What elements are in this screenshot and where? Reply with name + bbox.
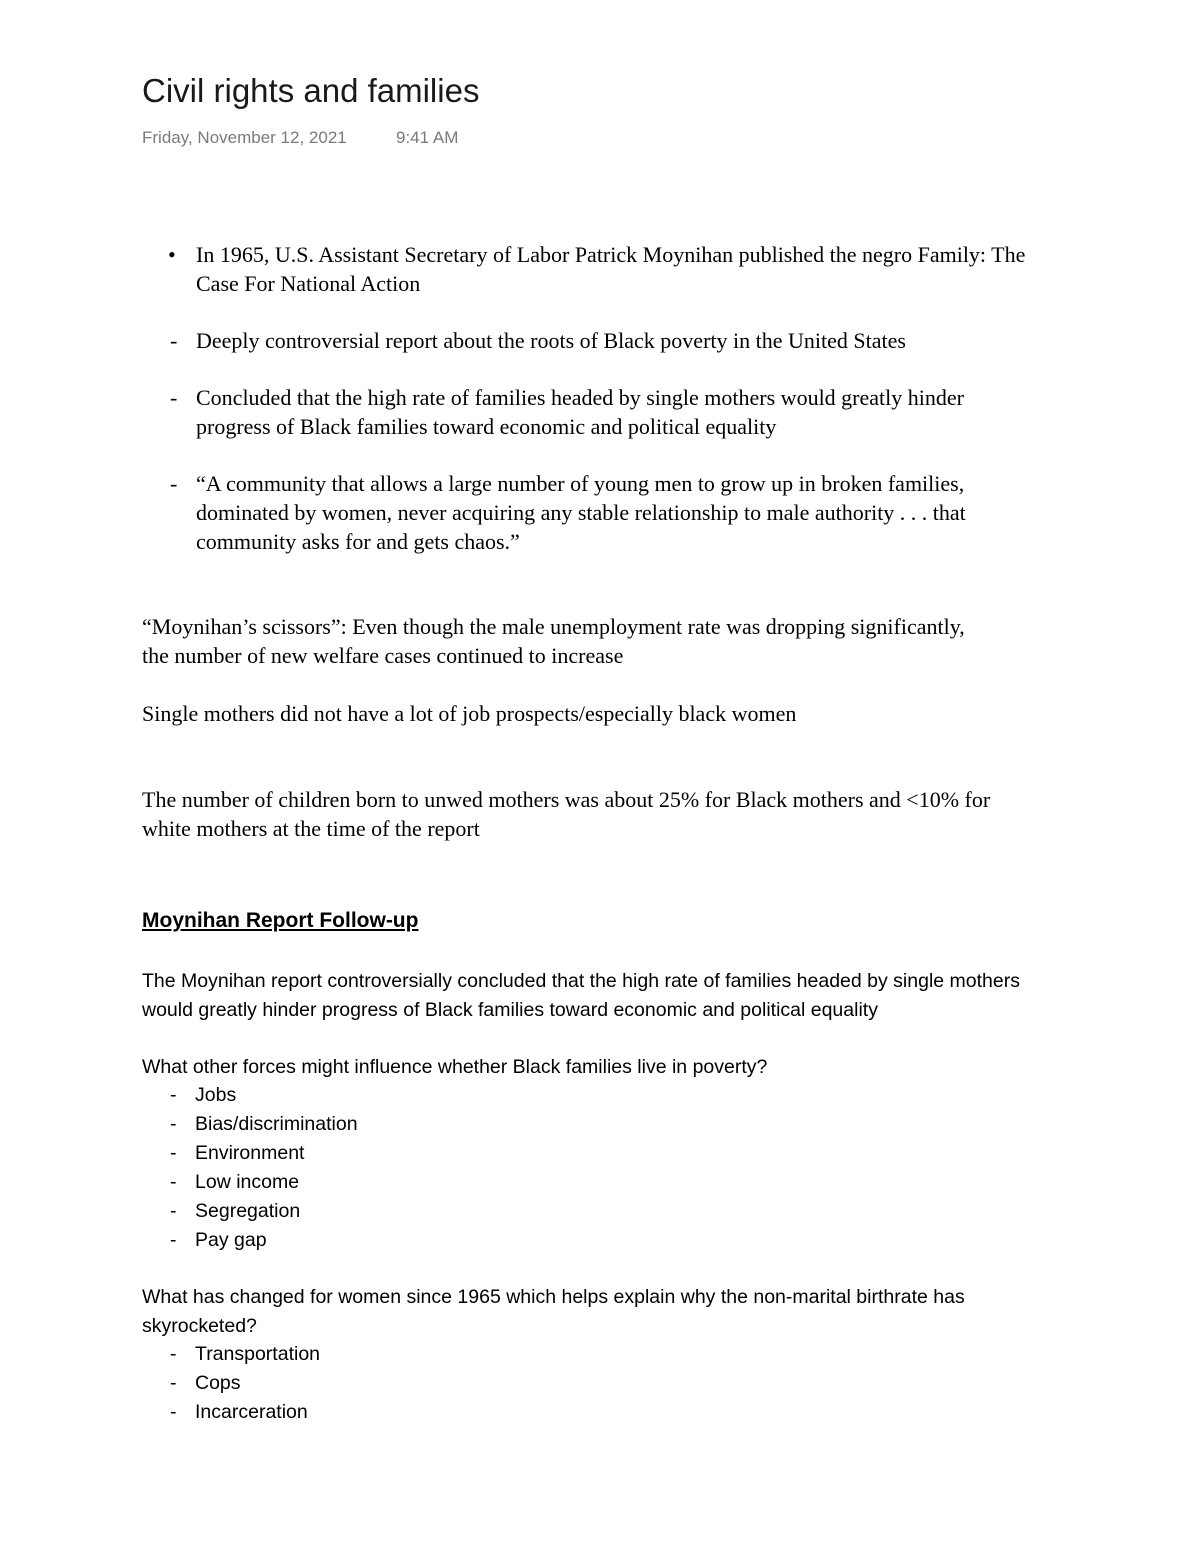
dash-marker: - (170, 1142, 177, 1164)
list-item (170, 1168, 299, 1197)
dash-marker: - (170, 1401, 177, 1423)
list-item-label: Pay gap (195, 1229, 267, 1251)
dash-marker: - (170, 1229, 177, 1251)
list-item (170, 1226, 267, 1255)
dash-marker: - (170, 471, 178, 496)
dash-marker: - (170, 1343, 177, 1365)
list-item-label: Environment (195, 1142, 305, 1164)
note-date: Friday, November 12, 2021 (142, 128, 347, 147)
dash-marker: - (170, 1372, 177, 1394)
list-item-label: Cops (195, 1372, 241, 1394)
dash-marker: - (170, 1171, 177, 1193)
unwed-mothers-paragraph: The number of children born to unwed mothers was about 25% for Black mothers and <10% for white mothers at the time of the report (142, 787, 991, 841)
followup-intro: The Moynihan report controversially concluded that the high rate of families headed by single mothers would greatly hinder progress of Black families toward economic and political equality (142, 970, 1020, 1021)
list-item-label: Low income (195, 1171, 300, 1193)
dash-item-1: Deeply controversial report about the roots of Black poverty in the United States (196, 328, 906, 353)
list-item (170, 1110, 358, 1139)
list-item (170, 1197, 300, 1226)
dash-marker: - (170, 1084, 177, 1106)
list-item (170, 1081, 236, 1110)
dash-marker: - (170, 1113, 177, 1135)
note-time: 9:41 AM (396, 128, 459, 147)
section-heading: Moynihan Report Follow-up (142, 909, 419, 932)
dash-item-2: Concluded that the high rate of families headed by single mothers would greatly hinder progress of Black families toward economic and political equality (196, 385, 964, 439)
list-item-label: Transportation (195, 1343, 321, 1365)
list-item-label: Segregation (195, 1200, 301, 1222)
list-item (170, 1369, 241, 1398)
question-1: What other forces might influence whether Black families live in poverty? (142, 1056, 768, 1078)
question-2: What has changed for women since 1965 which helps explain why the non-marital birthrate has skyrocketed? (142, 1286, 965, 1337)
dash-marker: - (170, 385, 178, 410)
list-item (170, 1340, 320, 1369)
job-prospects-paragraph: Single mothers did not have a lot of job prospects/especially black women (142, 701, 797, 726)
bullet-item-1: In 1965, U.S. Assistant Secretary of Labor Patrick Moynihan published the negro Family: The Case For National Action (196, 242, 1026, 296)
page-title: Civil rights and families (142, 72, 480, 109)
list-item (170, 1139, 304, 1168)
bullet-icon: • (168, 242, 176, 267)
list-item (170, 1398, 308, 1427)
list-item-label: Bias/discrimination (195, 1113, 358, 1135)
scissors-paragraph: “Moynihan’s scissors”: Even though the male unemployment rate was dropping significantly, the number of new welfare cases continued to increase (142, 614, 965, 668)
dash-marker: - (170, 1200, 177, 1222)
dash-marker: - (170, 328, 178, 353)
list-item-label: Incarceration (195, 1401, 308, 1423)
list-item-label: Jobs (195, 1084, 237, 1106)
dash-item-3-quote: “A community that allows a large number of young men to grow up in broken families, dominated by women, never acquiring any stable relationship to male authority . . . that community asks for and gets chaos.” (196, 471, 966, 554)
